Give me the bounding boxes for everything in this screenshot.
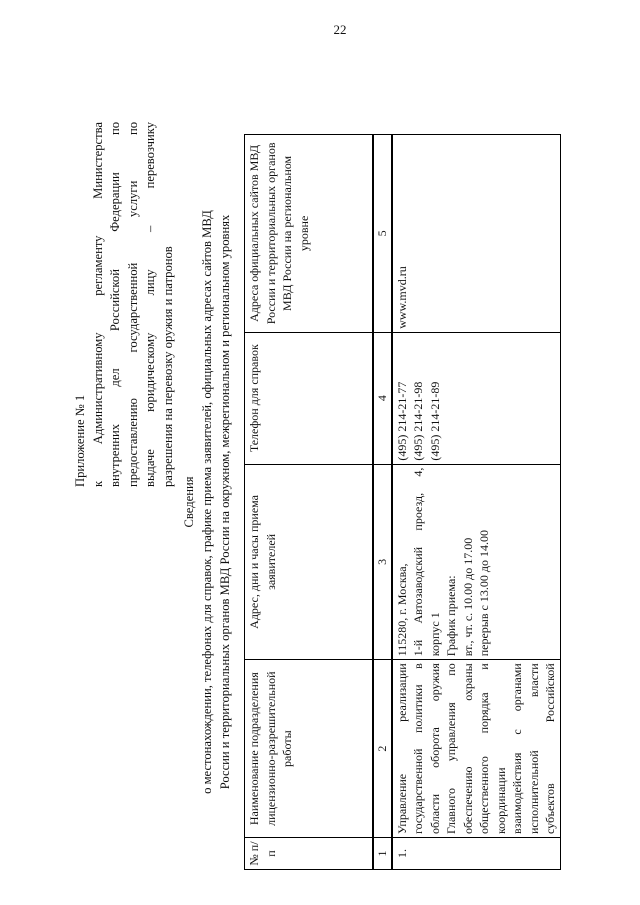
phone-line: (495) 214-21-77 <box>394 381 409 461</box>
appendix-line-3: внутренних дел Российской Федерации по <box>108 122 123 487</box>
header-name: Наименование подразделения лицензионно-разрешительной работы <box>245 660 374 838</box>
rotated-content <box>72 122 632 882</box>
address-line: 1-й Автозаводский проезд, 4, <box>411 467 425 657</box>
name-line: общественного порядка и <box>477 663 491 835</box>
row-name <box>392 660 561 838</box>
appendix-block <box>72 122 178 487</box>
column-number: 4 <box>373 332 392 464</box>
header-website: Адреса официальных сайтов МВД России и территориальных органов МВД России на региональном уровне <box>245 135 374 333</box>
table-row <box>392 135 561 870</box>
name-line: взаимодействия с органами <box>510 663 524 835</box>
title-heading: Сведения <box>182 476 196 528</box>
document-title <box>180 122 234 882</box>
header-address: Адрес, дни и часы приема заявителей <box>245 464 374 660</box>
title-line-1: о местонахождении, телефонах для справок, графике приема заявителей, официальных адресах сайтов МВД <box>200 210 214 794</box>
name-line: области оборота оружия <box>427 663 442 835</box>
title-line-2: России и территориальных органов МВД России на окружном, межрегиональном и региональном уровнях <box>218 214 232 790</box>
header-phone: Телефон для справок <box>245 332 374 464</box>
address-line: перерыв с 13.00 до 14.00 <box>477 530 491 657</box>
table-header-row <box>245 135 374 870</box>
name-line: государственной политики в <box>411 663 425 835</box>
column-number: 5 <box>373 135 392 333</box>
column-number: 1 <box>373 838 392 870</box>
address-line: 115280, г. Москва, <box>394 563 409 657</box>
name-line: Управление реализации <box>394 663 409 835</box>
header-num: № п/п <box>245 838 374 870</box>
name-line: исполнительной власти <box>526 663 541 835</box>
appendix-line-4: предоставлению государственной услуги по <box>125 122 140 487</box>
appendix-line-2: к Административному регламенту Министерства <box>90 122 105 487</box>
name-line: координации <box>493 767 508 835</box>
name-line: субъектов Российской <box>543 663 557 835</box>
address-line: корпус 1 <box>427 612 442 657</box>
page-number: 22 <box>333 22 347 37</box>
appendix-line-6: разрешения на перевозку оружия и патронов <box>160 246 175 487</box>
row-num: 1. <box>392 838 561 870</box>
row-address <box>392 464 561 660</box>
row-phones <box>392 332 561 464</box>
column-number: 2 <box>373 660 392 838</box>
name-line: обеспечению охраны <box>460 663 475 835</box>
name-line: Главного управления по <box>444 663 458 835</box>
address-line: График приема: <box>444 575 458 657</box>
offices-table <box>244 134 561 870</box>
address-line: вт., чт. с. 10.00 до 17.00 <box>460 537 475 657</box>
phone-line: (495) 214-21-89 <box>427 381 442 461</box>
phone-line: (495) 214-21-98 <box>411 381 425 461</box>
appendix-line-1: Приложение № 1 <box>73 394 87 487</box>
column-number: 3 <box>373 464 392 660</box>
row-website: www.mvd.ru <box>392 135 561 333</box>
column-numbers-row <box>373 135 392 870</box>
appendix-line-5: выдаче юридическому лицу – перевозчику <box>143 122 158 487</box>
